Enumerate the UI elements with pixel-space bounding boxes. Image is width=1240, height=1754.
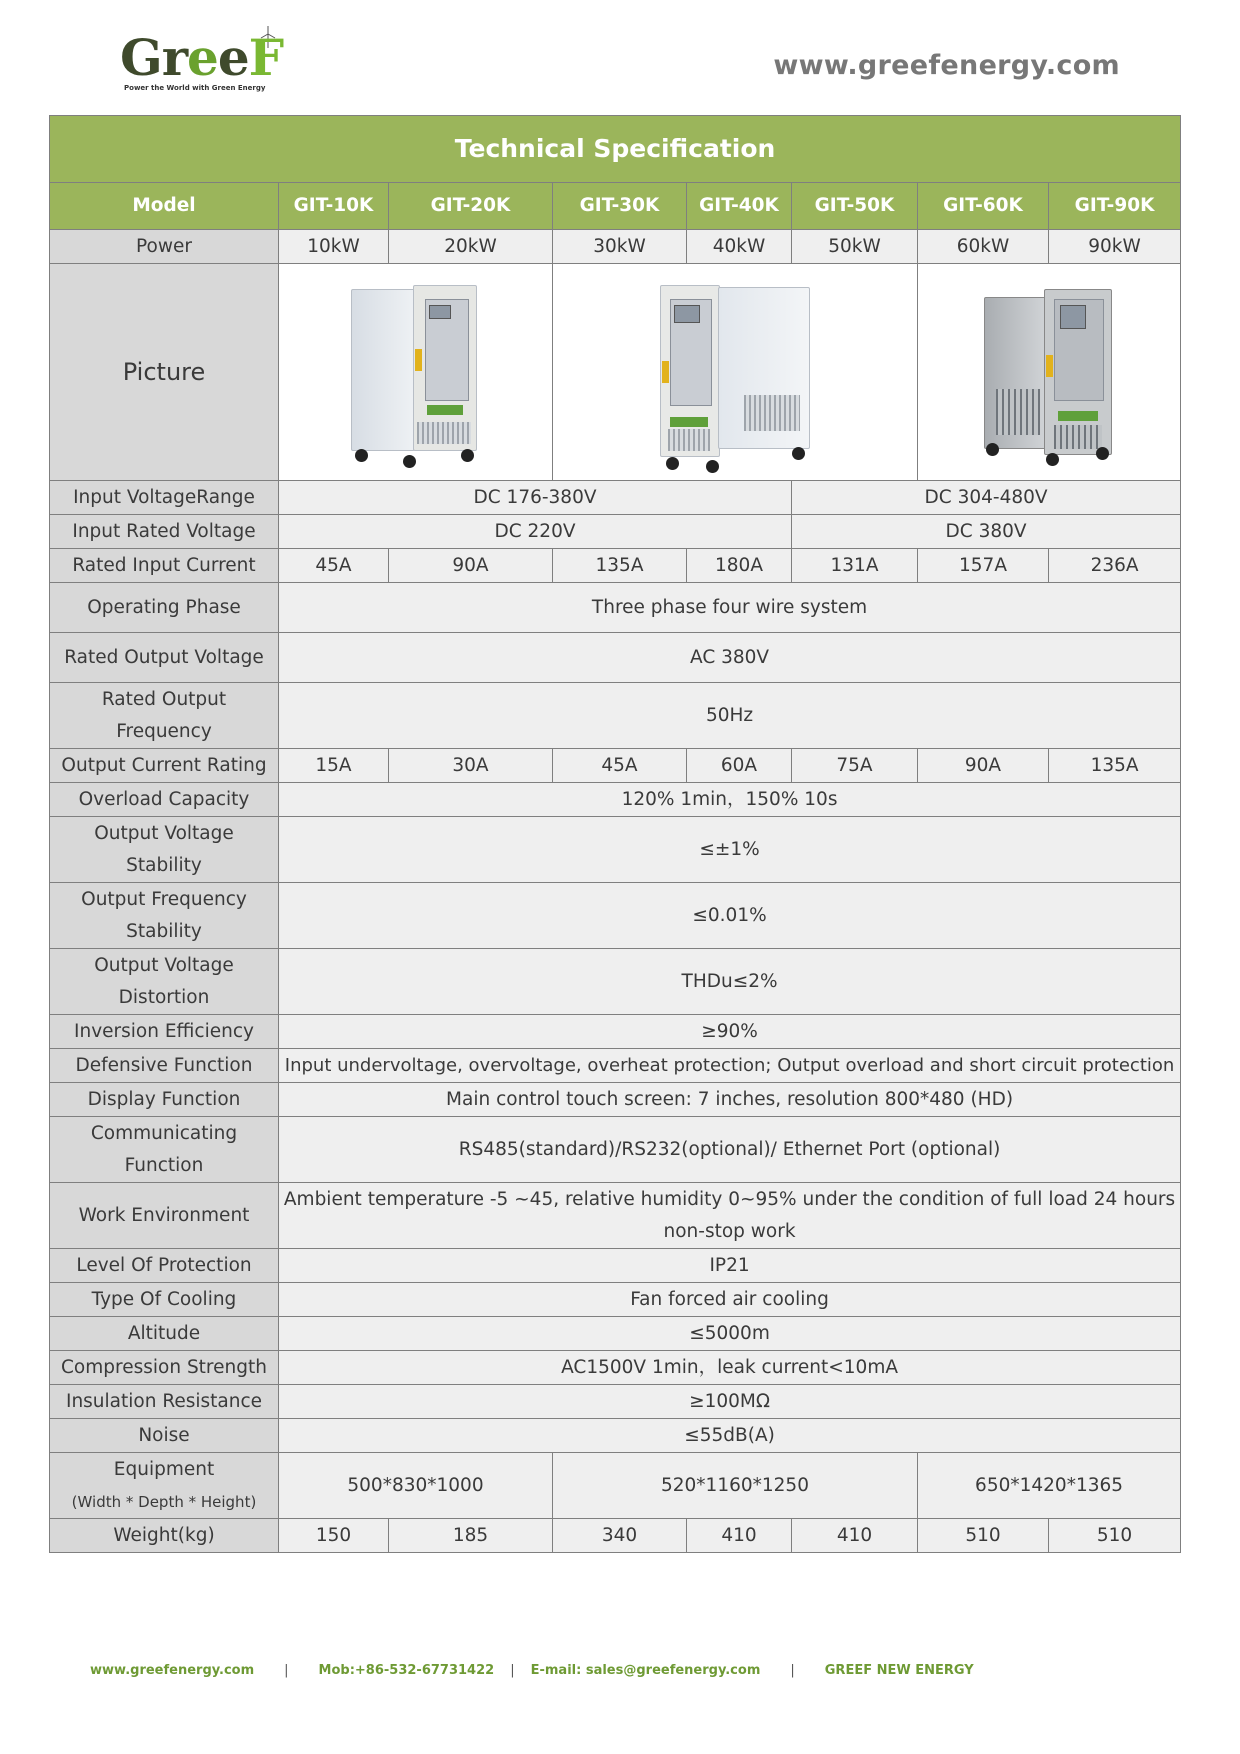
table-row: [50, 1249, 1181, 1283]
table-row: [50, 783, 1181, 817]
row-label: Defensive Function: [50, 1049, 279, 1083]
value-cell: AC1500V 1min，leak current<10mA: [279, 1351, 1181, 1385]
value-cell: Fan forced air cooling: [279, 1283, 1181, 1317]
value-cell: Ambient temperature -5 ~45, relative humidity 0~95% under the condition of full load 24 hours non-stop work: [279, 1183, 1181, 1249]
value-cell: 90A: [389, 549, 553, 583]
value-cell: ≥100MΩ: [279, 1385, 1181, 1419]
value-cell: 500*830*1000: [279, 1453, 553, 1519]
footer: [90, 1663, 974, 1678]
value-cell: 90A: [918, 749, 1049, 783]
table-row: [50, 1519, 1181, 1553]
table-row: [50, 1453, 1181, 1519]
table-row: [50, 583, 1181, 633]
value-cell: 75A: [792, 749, 918, 783]
model-cell: GIT-10K: [279, 183, 389, 230]
power-cell: 60kW: [918, 230, 1049, 264]
value-cell: DC 304-480V: [792, 481, 1181, 515]
value-cell: DC 176-380V: [279, 481, 792, 515]
row-label: Output Current Rating: [50, 749, 279, 783]
value-cell: DC 220V: [279, 515, 792, 549]
table-row: [50, 1351, 1181, 1385]
row-label: Overload Capacity: [50, 783, 279, 817]
power-cell: 40kW: [687, 230, 792, 264]
value-cell: Main control touch screen: 7 inches, resolution 800*480 (HD): [279, 1083, 1181, 1117]
row-label: Output Frequency Stability: [50, 883, 279, 949]
table-row: [50, 817, 1181, 883]
table-row: [50, 1183, 1181, 1249]
power-cell: 50kW: [792, 230, 918, 264]
picture-cell: [918, 264, 1181, 481]
value-cell: 650*1420*1365: [918, 1453, 1181, 1519]
row-label: Operating Phase: [50, 583, 279, 633]
footer-website[interactable]: www.greefenergy.com: [90, 1663, 255, 1678]
power-cell: 30kW: [553, 230, 687, 264]
row-label: Display Function: [50, 1083, 279, 1117]
row-label: Input VoltageRange: [50, 481, 279, 515]
picture-cell: [279, 264, 553, 481]
row-label: Compression Strength: [50, 1351, 279, 1385]
value-cell: DC 380V: [792, 515, 1181, 549]
inverter-cabinet-large-image: [984, 277, 1114, 467]
logo-wordmark: GreeF: [120, 28, 284, 87]
table-row: [50, 515, 1181, 549]
value-cell: 510: [918, 1519, 1049, 1553]
value-cell: ≥90%: [279, 1015, 1181, 1049]
value-cell: 30A: [389, 749, 553, 783]
table-title: Technical Specification: [50, 116, 1181, 183]
value-cell: 340: [553, 1519, 687, 1553]
table-row: [50, 949, 1181, 1015]
value-cell: ≤0.01%: [279, 883, 1181, 949]
table-row: [50, 1049, 1181, 1083]
value-cell: ≤5000m: [279, 1317, 1181, 1351]
row-label: Rated Input Current: [50, 549, 279, 583]
row-label: Rated Output Voltage: [50, 633, 279, 683]
value-cell: 236A: [1049, 549, 1181, 583]
model-cell: GIT-90K: [1049, 183, 1181, 230]
row-label: Type Of Cooling: [50, 1283, 279, 1317]
model-cell: GIT-50K: [792, 183, 918, 230]
value-cell: 135A: [553, 549, 687, 583]
footer-email[interactable]: E-mail: sales@greefenergy.com: [530, 1663, 761, 1678]
table-row: [50, 1317, 1181, 1351]
footer-company: GREEF NEW ENERGY: [824, 1663, 974, 1678]
row-label: Picture: [50, 264, 279, 481]
model-header-row: [50, 183, 1181, 230]
spec-table: [49, 115, 1181, 1553]
row-label: Rated Output Frequency: [50, 683, 279, 749]
model-cell: GIT-30K: [553, 183, 687, 230]
inverter-cabinet-medium-image: [660, 277, 810, 467]
value-cell: 150: [279, 1519, 389, 1553]
picture-row: [50, 264, 1181, 481]
picture-cell: [553, 264, 918, 481]
row-label: Work Environment: [50, 1183, 279, 1249]
model-cell: GIT-40K: [687, 183, 792, 230]
value-cell: 60A: [687, 749, 792, 783]
table-row: [50, 633, 1181, 683]
table-row: [50, 481, 1181, 515]
row-label: Input Rated Voltage: [50, 515, 279, 549]
row-label: Inversion Efficiency: [50, 1015, 279, 1049]
value-cell: RS485(standard)/RS232(optional)/ Ethernet Port (optional): [279, 1117, 1181, 1183]
value-cell: ≤55dB(A): [279, 1419, 1181, 1453]
power-cell: 90kW: [1049, 230, 1181, 264]
table-row: [50, 1283, 1181, 1317]
table-row: [50, 1385, 1181, 1419]
footer-separator: |: [510, 1663, 515, 1678]
value-cell: THDu≤2%: [279, 949, 1181, 1015]
table-row: [50, 683, 1181, 749]
row-label: Weight(kg): [50, 1519, 279, 1553]
value-cell: 185: [389, 1519, 553, 1553]
table-row: [50, 1015, 1181, 1049]
row-label: Level Of Protection: [50, 1249, 279, 1283]
table-row: [50, 883, 1181, 949]
value-cell: AC 380V: [279, 633, 1181, 683]
table-title-row: [50, 116, 1181, 183]
footer-separator: |: [790, 1663, 795, 1678]
model-label: Model: [50, 183, 279, 230]
row-label: Power: [50, 230, 279, 264]
value-cell: 180A: [687, 549, 792, 583]
value-cell: 410: [687, 1519, 792, 1553]
value-cell: 131A: [792, 549, 918, 583]
row-label: Output Voltage Stability: [50, 817, 279, 883]
table-row: [50, 1419, 1181, 1453]
row-label: Equipment (Width * Depth * Height): [50, 1453, 279, 1519]
row-label: Insulation Resistance: [50, 1385, 279, 1419]
value-cell: 510: [1049, 1519, 1181, 1553]
row-label: Communicating Function: [50, 1117, 279, 1183]
power-cell: 10kW: [279, 230, 389, 264]
inverter-cabinet-small-image: [351, 277, 481, 467]
value-cell: 45A: [279, 549, 389, 583]
row-label: Altitude: [50, 1317, 279, 1351]
table-row: [50, 749, 1181, 783]
value-cell: 15A: [279, 749, 389, 783]
value-cell: Three phase four wire system: [279, 583, 1181, 633]
value-cell: Input undervoltage, overvoltage, overheat protection; Output overload and short circuit protection: [279, 1049, 1181, 1083]
value-cell: 120% 1min，150% 10s: [279, 783, 1181, 817]
value-cell: 410: [792, 1519, 918, 1553]
model-cell: GIT-20K: [389, 183, 553, 230]
value-cell: ≤±1%: [279, 817, 1181, 883]
row-label: Output Voltage Distortion: [50, 949, 279, 1015]
footer-separator: |: [284, 1663, 289, 1678]
footer-mobile: Mob:+86-532-67731422: [318, 1663, 495, 1678]
value-cell: 135A: [1049, 749, 1181, 783]
model-cell: GIT-60K: [918, 183, 1049, 230]
table-row: [50, 230, 1181, 264]
table-row: [50, 1117, 1181, 1183]
power-cell: 20kW: [389, 230, 553, 264]
value-cell: 520*1160*1250: [553, 1453, 918, 1519]
table-row: [50, 1083, 1181, 1117]
value-cell: 50Hz: [279, 683, 1181, 749]
value-cell: IP21: [279, 1249, 1181, 1283]
table-row: [50, 549, 1181, 583]
value-cell: 45A: [553, 749, 687, 783]
logo-tagline: Power the World with Green Energy: [124, 84, 266, 92]
value-cell: 157A: [918, 549, 1049, 583]
company-logo: [118, 30, 308, 96]
header-website: www.greefenergy.com: [773, 50, 1120, 81]
row-label: Noise: [50, 1419, 279, 1453]
